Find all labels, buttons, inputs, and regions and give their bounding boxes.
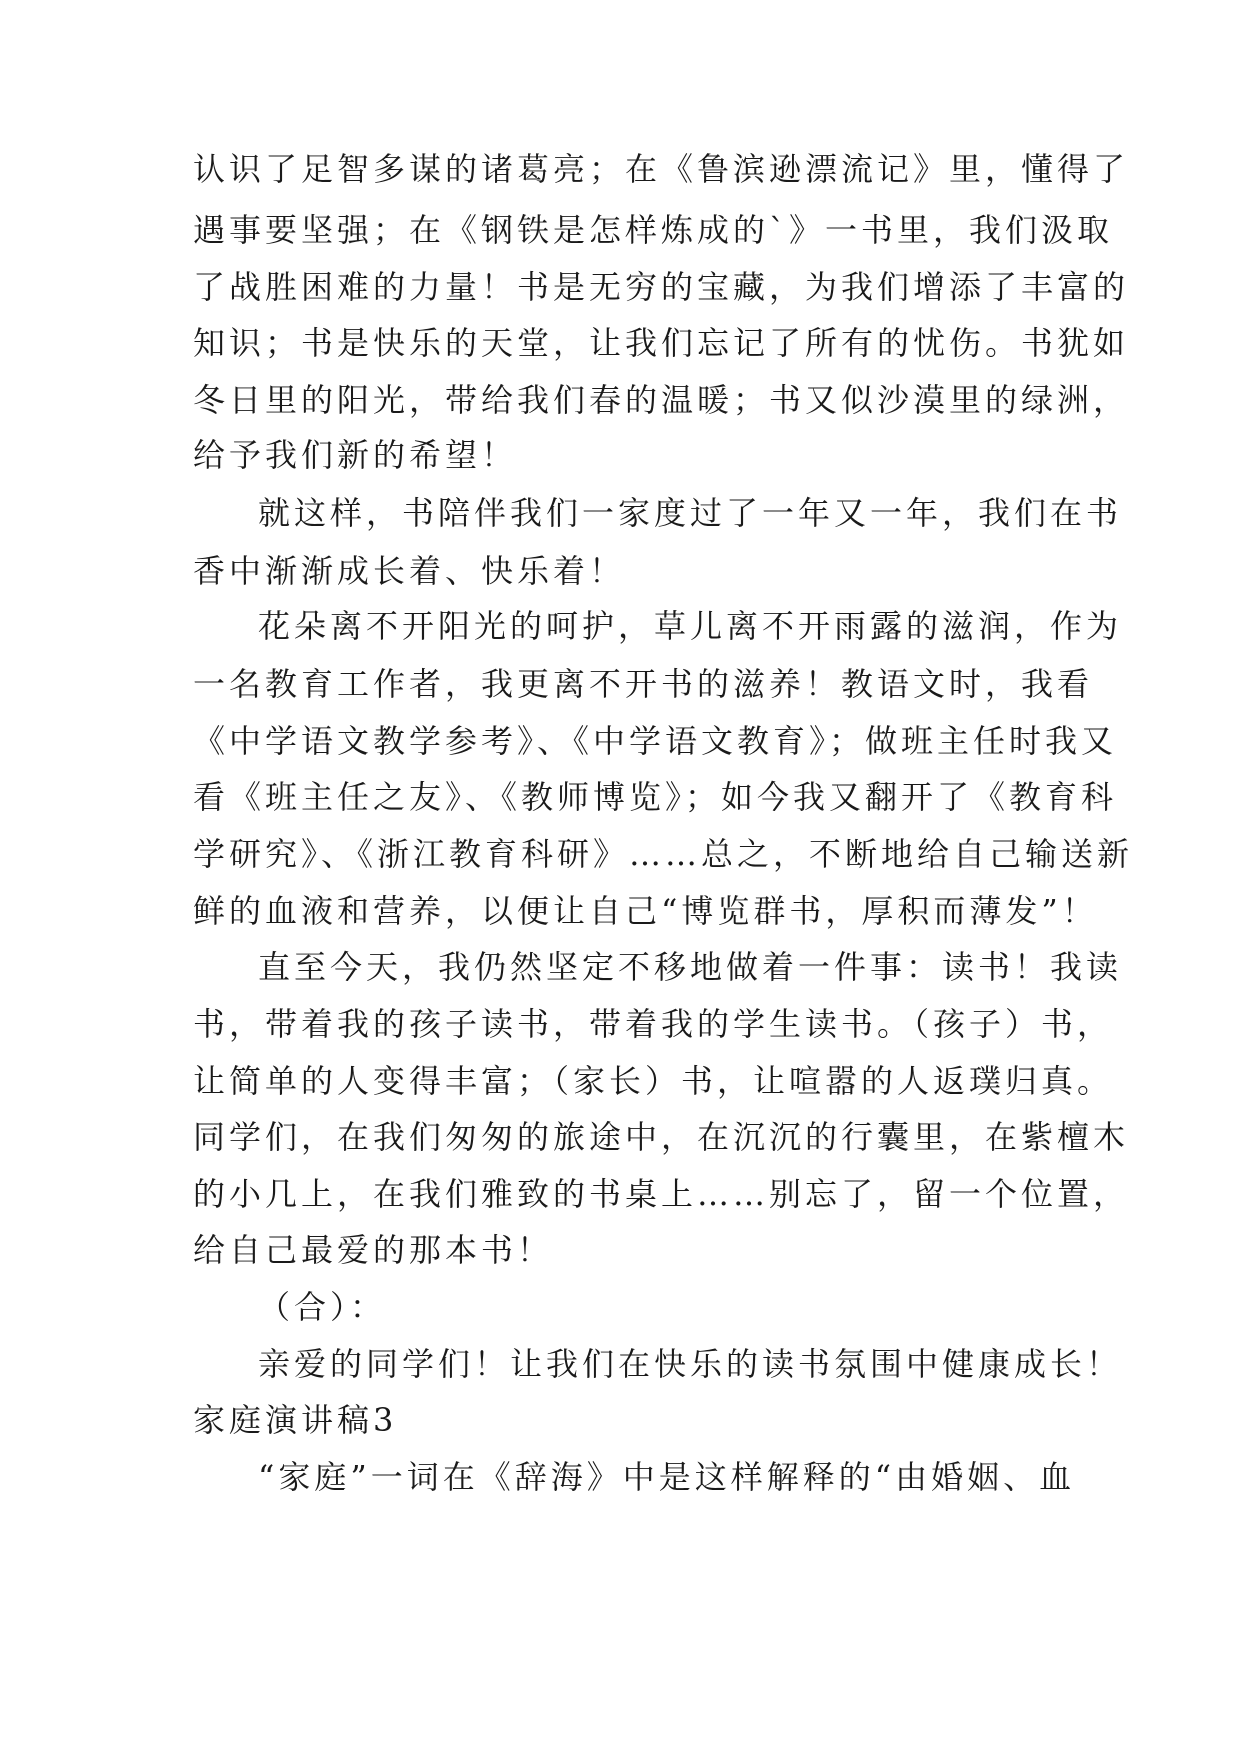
text-line: 同学们，在我们匆匆的旅途中，在沉沉的行囊里，在紫檀木 bbox=[193, 1118, 1130, 1156]
speaker-label: （合）： bbox=[258, 1288, 387, 1326]
text-line: 看《班主任之友》、《教师博览》；如今我又翻开了《教育科 bbox=[193, 778, 1118, 816]
paragraph-start-line: “家庭”一词在《辞海》中是这样解释的“由婚姻、血 bbox=[258, 1458, 1076, 1496]
text-line: 香中渐渐成长着、快乐着！ bbox=[193, 552, 626, 590]
text-line: 《中学语文教学参考》、《中学语文教育》；做班主任时我又 bbox=[193, 722, 1118, 760]
text-line: 学研究》、《浙江教育科研》……总之，不断地给自己输送新 bbox=[193, 835, 1134, 873]
text-line: 知识；书是快乐的天堂，让我们忘记了所有的忧伤。书犹如 bbox=[193, 324, 1130, 362]
paragraph-start-line: 亲爱的同学们！让我们在快乐的读书氛围中健康成长！ bbox=[258, 1345, 1123, 1383]
text-line: 让简单的人变得丰富；（家长）书，让喧嚣的人返璞归真。 bbox=[193, 1062, 1114, 1100]
text-line: 的小几上，在我们雅致的书桌上……别忘了，留一个位置， bbox=[193, 1175, 1130, 1213]
section-heading: 家庭演讲稿3 bbox=[193, 1401, 398, 1439]
text-line: 鲜的血液和营养，以便让自己“博览群书，厚积而薄发”！ bbox=[193, 892, 1098, 930]
text-line: 遇事要坚强；在《钢铁是怎样炼成的`》一书里，我们汲取 bbox=[193, 211, 1114, 249]
text-line: 给自己最爱的那本书！ bbox=[193, 1231, 554, 1269]
text-line: 了战胜困难的力量！书是无穷的宝藏，为我们增添了丰富的 bbox=[193, 268, 1130, 306]
paragraph-start-line: 花朵离不开阳光的呵护，草儿离不开雨露的滋润，作为 bbox=[258, 607, 1123, 645]
text-line: 书，带着我的孩子读书，带着我的学生读书。（孩子）书， bbox=[193, 1005, 1114, 1043]
text-line: 给予我们新的希望！ bbox=[193, 436, 518, 474]
paragraph-start-line: 就这样，书陪伴我们一家度过了一年又一年，我们在书 bbox=[258, 494, 1123, 532]
text-line: 一名教育工作者，我更离不开书的滋养！教语文时，我看 bbox=[193, 665, 1094, 703]
paragraph-start-line: 直至今天，我仍然坚定不移地做着一件事：读书！我读 bbox=[258, 948, 1123, 986]
text-line: 认识了足智多谋的诸葛亮；在《鲁滨逊漂流记》里，懂得了 bbox=[193, 150, 1130, 188]
text-line: 冬日里的阳光，带给我们春的温暖；书又似沙漠里的绿洲， bbox=[193, 381, 1130, 419]
